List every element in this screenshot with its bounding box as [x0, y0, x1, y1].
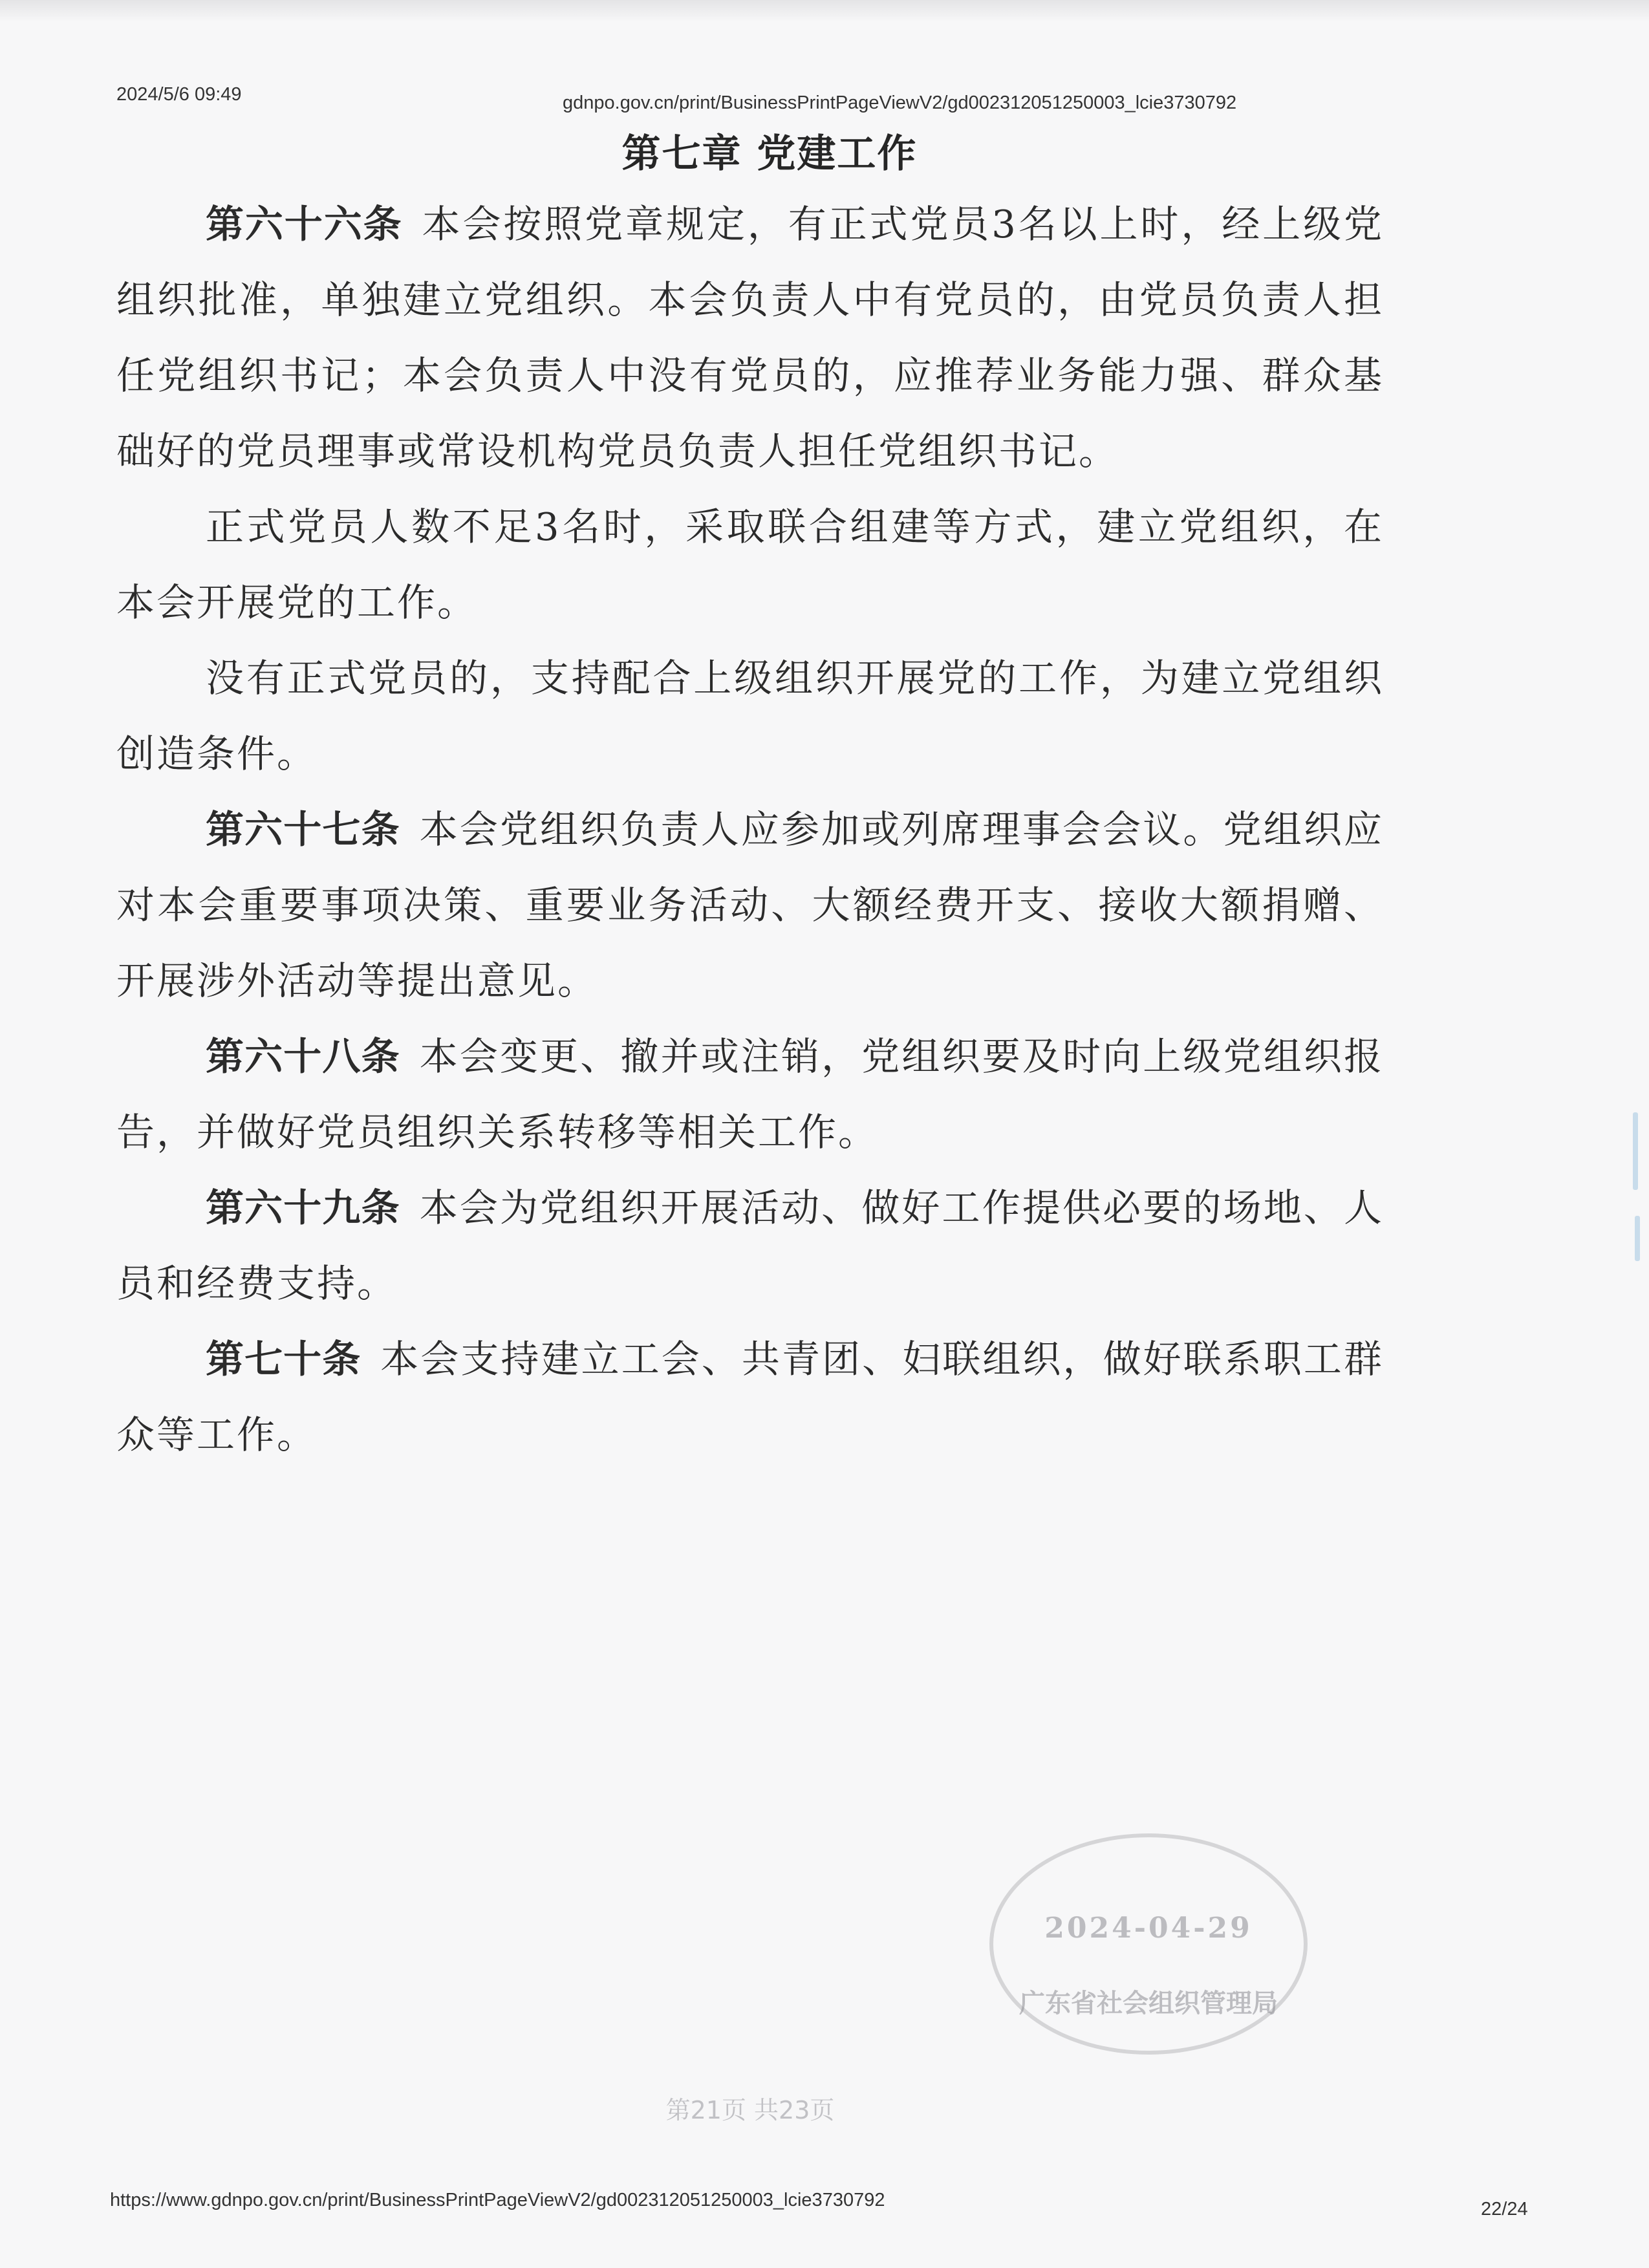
document-body	[116, 186, 1384, 1473]
article-66-paragraph-2	[116, 489, 1384, 640]
seal-organization: 广东省社会组织管理局	[1019, 1988, 1278, 2018]
seal-date: 2024-04-29	[1044, 1912, 1253, 1945]
official-seal	[989, 1833, 1308, 2055]
article-66-paragraph-3	[116, 640, 1384, 792]
article-69	[116, 1170, 1384, 1321]
article-66	[116, 186, 1384, 489]
chapter-title: 第七章 党建工作	[621, 131, 918, 177]
inner-page-number: 第21页 共23页	[665, 2096, 835, 2124]
footer-page-number: 22/24	[1481, 2199, 1528, 2219]
print-header-url: gdnpo.gov.cn/print/BusinessPrintPageViewV2/gd002312051250003_lcie3730792	[563, 92, 1237, 113]
article-67	[116, 792, 1384, 1019]
article-text: 本会按照党章规定，有正式党员3名以上时，经上级党组织批准，单独建立党组织。本会负责人中有党员的，由党员负责人担任党组织书记；本会负责人中没有党员的，应推荐业务能力强、群众基础好的党员理事或常设机构党员负责人担任党组织书记。	[116, 202, 1384, 473]
paragraph-text: 正式党员人数不足3名时，采取联合组建等方式，建立党组织，在本会开展党的工作。	[116, 504, 1384, 625]
article-number: 第六十七条	[206, 807, 400, 852]
margin-mark	[1633, 1112, 1638, 1190]
print-datetime: 2024/5/6 09:49	[116, 84, 242, 105]
article-text: 本会党组织负责人应参加或列席理事会会议。党组织应对本会重要事项决策、重要业务活动、大额经费开支、接收大额捐赠、开展涉外活动等提出意见。	[116, 807, 1384, 1003]
article-number: 第六十九条	[206, 1185, 400, 1230]
article-number: 第六十八条	[206, 1034, 400, 1079]
article-70	[116, 1321, 1384, 1473]
margin-mark	[1635, 1216, 1640, 1261]
paragraph-text: 没有正式党员的，支持配合上级组织开展党的工作，为建立党组织创造条件。	[116, 656, 1384, 776]
article-text: 本会支持建立工会、共青团、妇联组织，做好联系职工群众等工作。	[116, 1337, 1384, 1457]
scan-edge	[0, 0, 1649, 22]
article-text: 本会为党组织开展活动、做好工作提供必要的场地、人员和经费支持。	[116, 1185, 1384, 1306]
article-number: 第六十六条	[206, 202, 403, 246]
footer-url: https://www.gdnpo.gov.cn/print/BusinessPrintPageViewV2/gd002312051250003_lcie3730792	[110, 2190, 885, 2210]
article-number: 第七十条	[206, 1337, 361, 1381]
article-text: 本会变更、撤并或注销，党组织要及时向上级党组织报告，并做好党员组织关系转移等相关工作。	[116, 1034, 1384, 1154]
article-68	[116, 1019, 1384, 1170]
